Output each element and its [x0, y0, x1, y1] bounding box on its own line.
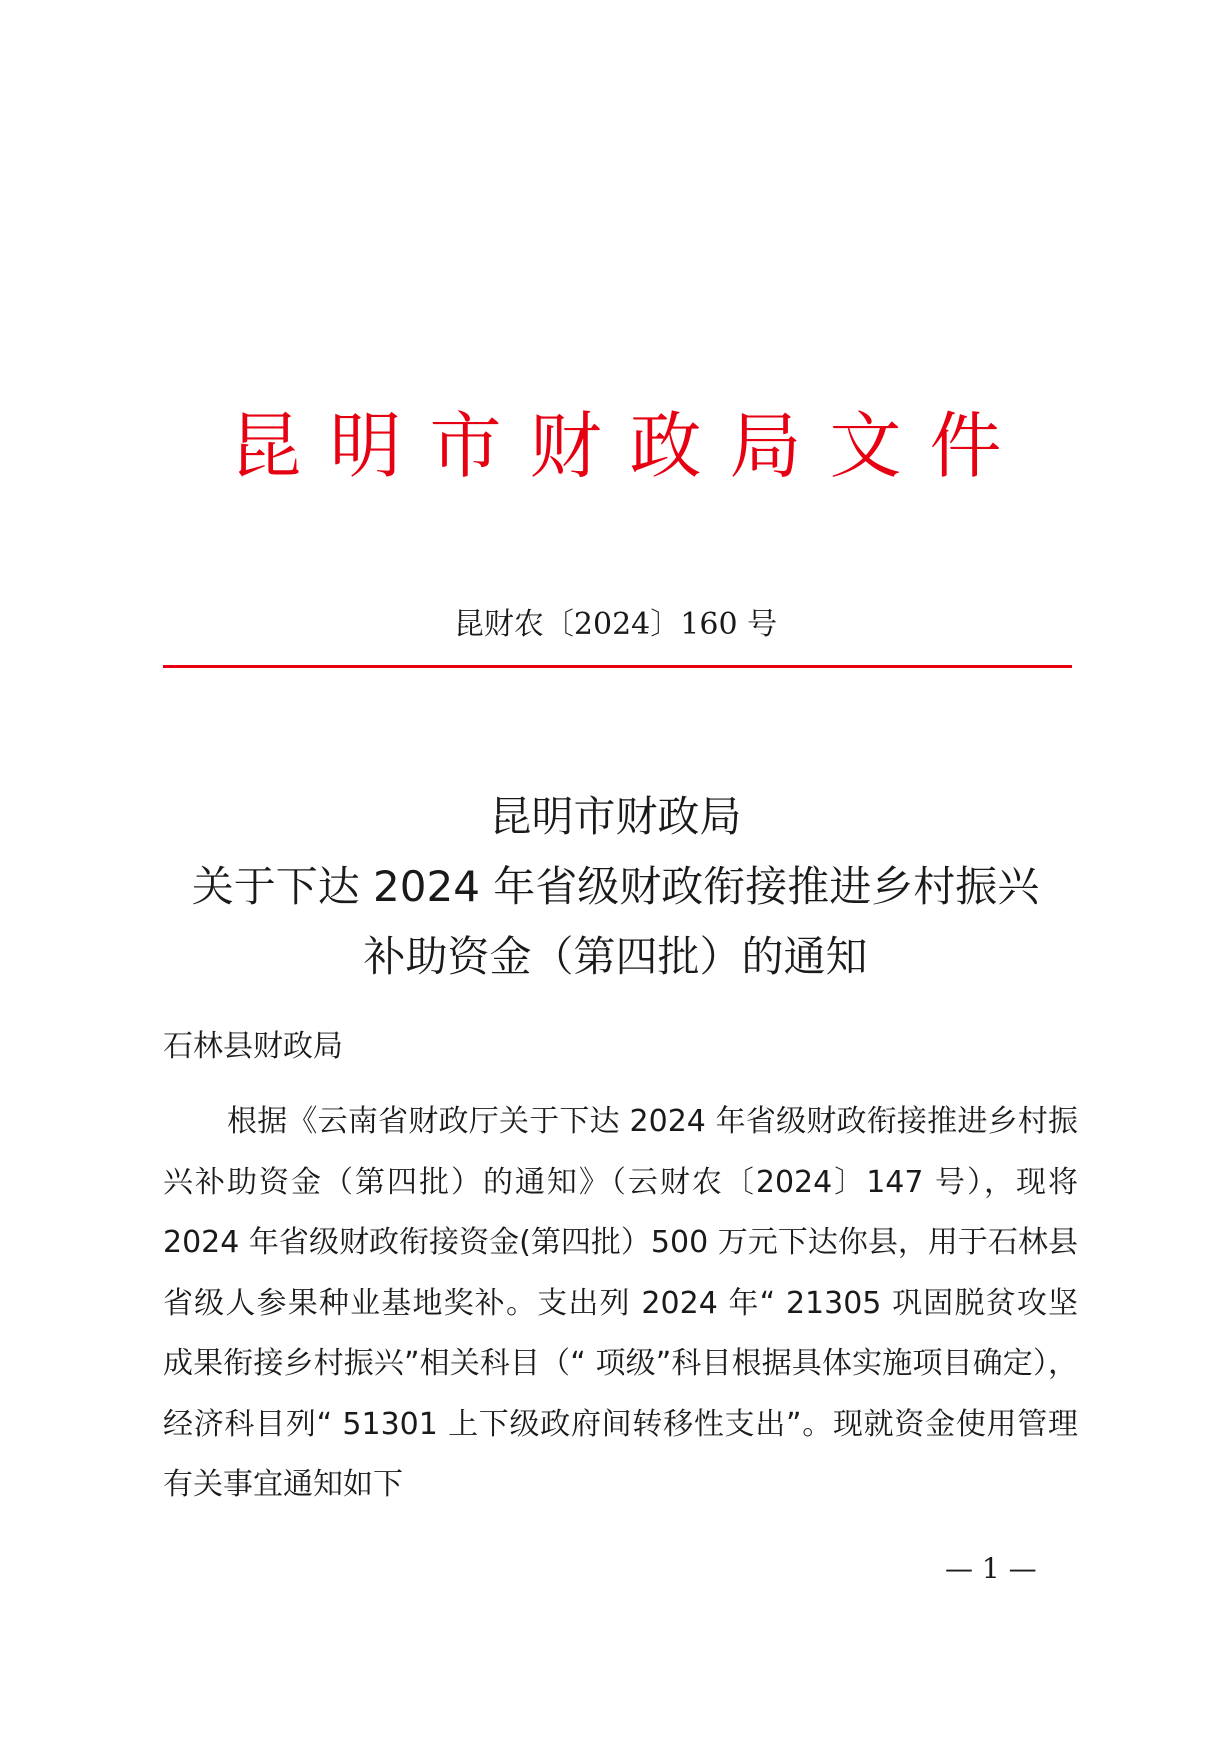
title-line-3: 补助资金（第四批）的通知 [363, 932, 868, 981]
document-header-banner: 昆明市财政局文件 [229, 404, 1030, 488]
title-line-1: 昆明市财政局 [489, 792, 742, 841]
red-divider-line [163, 665, 1072, 668]
title-line-2: 关于下达 2024 年省级财政衔接推进乡村振兴 [191, 862, 1040, 911]
document-title [0, 782, 1231, 992]
page-number: — 1 — [945, 1552, 1037, 1585]
body-paragraph: 根据《云南省财政厅关于下达 2024 年省级财政衔接推进乡村振兴补助资金（第四批）的通知》（云财农〔2024〕147 号），现将 2024 年省级财政衔接资金(第四批）500 万元下达你县，用于石林县省级人参果种业基地奖补。支出列 2024 年“ 21305 巩固脱贫攻坚成果衔接乡村振兴”相关科目（“ 项级”科目根据具体实施项目确定），经济科目列“ 51301 上下级政府间转移性支出”。现就资金使用管理有关事宜通知如下 [163, 1104, 1078, 1502]
addressee: 石林县财政局 [163, 1029, 343, 1064]
document-number: 昆财农〔2024〕160 号 [453, 607, 778, 642]
